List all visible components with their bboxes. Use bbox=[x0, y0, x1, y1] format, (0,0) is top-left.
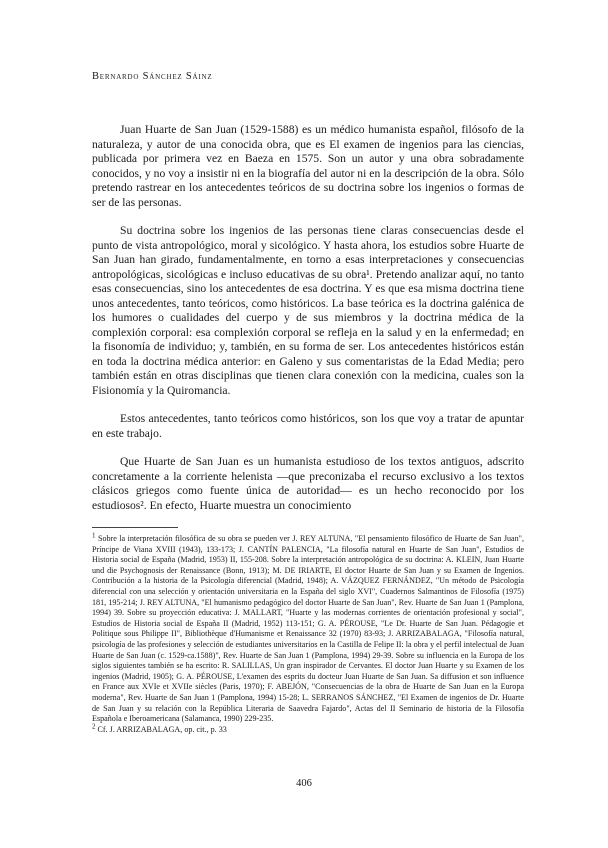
footnote-1 bbox=[92, 531, 524, 725]
footnote-text: Sobre la interpretación filosófica de su obra se pueden ver J. REY ALTUNA, "El pensamiento filosófico de Huarte de San Juan", Príncipe de Viana XVIII (1943), 133-173; J. CANTÍN PALENCIA, "La filosofía natural en Huarte de San Juan", Estudios de Historia social de España (Madrid, 1953) II, 155-208. Sobre la interpretación antropológica de su doctrina: A. KLEIN, Juan Huarte und die Psychognosis der Renaissance (Bonn, 1913); M. DE IRIARTE, El doctor Huarte de San Juan y su Examen de Ingenios. Contribución a la historia de la Psicología diferencial (Madrid, 1948); A. VÁZQUEZ FERNÁNDEZ, "Un método de Psicología diferencial con una selección y orientación universitaria en la España del siglo XVI", Cuadernos Salmantinos de Filosofía (1975) 181, 195-214; J. REY ALTUNA, "El humanismo pedagógico del doctor Huarte de San Juan", Rev. Huarte de San Juan 1 (Pamplona, 1994) 39. Sobre su proyección educativa: J. MALLART, "Huarte y las modernas corrientes de orientación profesional y social", Estudios de Historia social de España II (Madrid, 1952) 113-151; G. A. PÉROUSE, "Le Dr. Huarte de San Juan. Pédagogie et Politique sous Philippe II", Bibliothèque d'Humanisme et Renaissance 32 (1970) 83-93; J. ARRIZABALAGA, "Filosofía natural, psicología de las profesiones y selección de estudiantes universitarios en la Castilla de Felipe II: la obra y el perfil intelectual de Juan Huarte de San Juan (c. 1529-ca.1588)", Rev. Huarte de San Juan 1 (Pamplona, 1994) 29-39. Sobre su influencia en la Europa de los siglos siguientes también se ha escrito: R. SALILLAS, Un gran inspirador de Cervantes. El doctor Juan Huarte y su Examen de los ingenios (Madrid, 1905); G. A. PÉROUSE, L'examen des esprits du docteur Juan Huarte de San Juan. Sa diffusion et son influence en France aux XVIe et XVIIe siècles (Paris, 1970); F. ABEJÓN, "Consecuencias de la obra de Huarte de San Juan en la Europa moderna", Rev. Huarte de San Juan 1 (Pamplona, 1994) 15-28; L. SERRANOS SÁNCHEZ, "El Examen de ingenios de Dr. Huarte de San Juan y su relación con la República Literaria de Saavedra Fajardo", Actas del II Seminario de historia de la Filosofía Española e Iberoamericana (Salamanca, 1990) 229-235. bbox=[92, 534, 524, 724]
paragraph-4: Que Huarte de San Juan es un humanista estudioso de los textos antiguos, adscrito concretamente a la corriente helenista —que preconizaba el recurso exclusivo a los textos clásicos griegos como fuente única de autoridad— es un hecho reconocido por los estudiosos². En efecto, Huarte muestra un conocimiento bbox=[92, 455, 524, 512]
paragraph-2: Su doctrina sobre los ingenios de las personas tiene claras consecuencias desde el punto de vista antropológico, moral y sicológico. Y hasta ahora, los estudios sobre Huarte de San Juan han girado, fundamentalmente, en torno a esas interpretaciones y consecuencias antropológicas, sicológicas e incluso educativas de su obra¹. Pretendo analizar aquí, no tanto esas consecuencias, sino los antecedentes de esa doctrina. Y es que esa misma doctrina tiene unos antecedentes, tanto teóricos, como históricos. La base teórica es la doctrina galénica de los humores o cualidades del cuerpo y de sus miembros y la doctrina médica de la complexión corporal: esa complexión corporal se refleja en la salud y en la enfermedad; en la fisonomía de individuo; y, también, en su forma de ser. Los antecedentes históricos están en toda la doctrina médica anterior: en Galeno y sus comentaristas de la Edad Media; pero también están en otras disciplinas que tienen clara conexión con la medicina, cuales son la Fisionomía y la Quiromancia. bbox=[92, 224, 524, 397]
footnote-marker: 2 bbox=[92, 722, 96, 730]
page-body bbox=[92, 123, 524, 735]
paragraph-3: Estos antecedentes, tanto teóricos como históricos, son los que voy a tratar de apuntar en este trabajo. bbox=[92, 412, 524, 440]
running-header: Bernardo Sánchez Sáinz bbox=[92, 71, 213, 82]
footnotes bbox=[92, 531, 524, 735]
footnote-divider bbox=[92, 527, 178, 528]
paragraph-1: Juan Huarte de San Juan (1529-1588) es un médico humanista español, filósofo de la naturaleza, y autor de una conocida obra, que es El examen de ingenios para las ciencias, publicada por primera vez en Baeza en 1575. Son un autor y una obra sobradamente conocidos, y no voy a insistir ni en la biografía del autor ni en la descripción de la obra. Sólo pretendo rastrear en los antecedentes teóricos de su doctrina sobre los ingenios o formas de ser de las personas. bbox=[92, 123, 524, 209]
page-number: 406 bbox=[296, 778, 312, 789]
footnote-2 bbox=[92, 722, 524, 736]
footnote-marker: 1 bbox=[92, 531, 96, 540]
footnote-text: Cf. J. ARRIZABALAGA, op. cit., p. 33 bbox=[97, 724, 227, 734]
